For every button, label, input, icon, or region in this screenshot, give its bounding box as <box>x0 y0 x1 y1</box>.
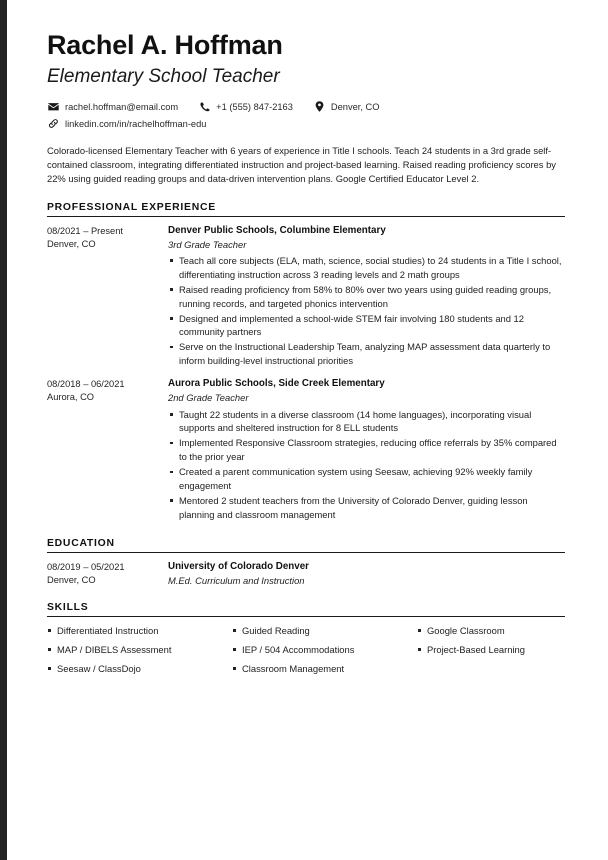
experience-dates: 08/2021 – Present <box>47 225 123 236</box>
location-pin-icon <box>313 101 326 113</box>
education-location: Denver, CO <box>47 574 96 585</box>
contact-phone-label: +1 (555) 847-2163 <box>216 101 293 112</box>
section-divider <box>47 216 565 217</box>
phone-icon <box>198 101 211 113</box>
education-degree: M.Ed. Curriculum and Instruction <box>168 574 305 586</box>
section-skills <box>47 602 565 681</box>
education-institution: University of Colorado Denver <box>168 560 309 572</box>
candidate-name: Rachel A. Hoffman <box>47 30 283 60</box>
experience-entry <box>47 224 565 370</box>
education-entry-meta <box>47 560 168 587</box>
page-left-gutter <box>0 0 7 860</box>
education-dates: 08/2019 – 05/2021 <box>47 561 125 572</box>
education-entry-body <box>168 560 565 587</box>
experience-entry-meta <box>47 377 168 404</box>
section-title-skills: SKILLS <box>47 602 89 614</box>
skill-item: Project-Based Learning <box>417 643 565 657</box>
skill-item: MAP / DIBELS Assessment <box>47 643 232 657</box>
experience-dates: 08/2018 – 06/2021 <box>47 379 125 390</box>
experience-bullet: Taught 22 students in a diverse classroom (14 home languages), incorporating visual supports and sheltered instruction for 8 ELL students <box>168 408 565 436</box>
skill-item: IEP / 504 Accommodations <box>232 643 417 657</box>
experience-bullet: Designed and implemented a school-wide STEM fair involving 180 students and 12 community partners <box>168 312 565 340</box>
experience-bullet: Created a parent communication system using Seesaw, achieving 92% weekly family engagement <box>168 465 565 493</box>
contact-linkedin-label: linkedin.com/in/rachelhoffman-edu <box>65 118 207 129</box>
contact-email-label: rachel.hoffman@email.com <box>65 101 179 112</box>
experience-bullet: Mentored 2 student teachers from the University of Colorado Denver, guiding lesson planning and classroom management <box>168 494 565 522</box>
skill-item: Google Classroom <box>417 624 565 638</box>
envelope-icon <box>47 101 60 113</box>
experience-role: 2nd Grade Teacher <box>168 392 249 404</box>
experience-bullet: Raised reading proficiency from 58% to 80% over two years using guided reading groups, running records, and targeted phonics intervention <box>168 283 565 311</box>
resume-content <box>47 0 565 682</box>
experience-organization: Denver Public Schools, Columbine Elementary <box>168 224 386 236</box>
contact-email[interactable] <box>47 101 178 113</box>
experience-bullet: Teach all core subjects (ELA, math, science, social studies) to 24 students in a Title I school, differentiating instruction across 3 reading levels and 2 math groups <box>168 254 565 282</box>
skill-item: Differentiated Instruction <box>47 624 232 638</box>
experience-entry-meta <box>47 224 168 251</box>
experience-bullet: Implemented Responsive Classroom strategies, reducing office referrals by 35% compared to the prior year <box>168 436 565 464</box>
experience-location: Aurora, CO <box>47 392 95 403</box>
experience-bullet-list <box>168 254 565 368</box>
skills-column <box>417 624 565 681</box>
experience-organization: Aurora Public Schools, Side Creek Elementary <box>168 378 385 390</box>
experience-role: 3rd Grade Teacher <box>168 238 247 250</box>
contact-linkedin[interactable] <box>47 118 206 130</box>
section-experience <box>47 202 565 523</box>
skills-grid <box>47 624 565 681</box>
experience-entry-body <box>168 377 565 523</box>
contact-location <box>313 101 380 113</box>
section-education <box>47 538 565 587</box>
section-title-education: EDUCATION <box>47 537 115 549</box>
skill-item: Guided Reading <box>232 624 417 638</box>
contact-line-secondary <box>47 118 565 130</box>
skill-item: Seesaw / ClassDojo <box>47 662 232 676</box>
experience-entry <box>47 377 565 523</box>
experience-bullet-list <box>168 408 565 522</box>
contact-block <box>47 101 565 130</box>
experience-location: Denver, CO <box>47 238 96 249</box>
section-divider <box>47 616 565 617</box>
link-icon <box>47 118 60 130</box>
contact-phone[interactable] <box>198 101 293 113</box>
experience-entry-body <box>168 224 565 370</box>
professional-summary: Colorado-licensed Elementary Teacher with 6 years of experience in Title I schools. Teach 24 students in a 3rd grade self-contained classroom, integrating differentiated instruction and project-based learning. Raised reading proficiency scores by 22% using guided reading groups and data-driven intervention plans. Google Certified Educator Level 2. <box>47 144 556 185</box>
resume-header <box>47 0 565 130</box>
skills-column <box>232 624 417 681</box>
section-divider <box>47 552 565 553</box>
skills-column <box>47 624 232 681</box>
candidate-headline: Elementary School Teacher <box>47 65 280 87</box>
contact-line-primary <box>47 101 565 113</box>
education-entry <box>47 560 565 587</box>
contact-location-label: Denver, CO <box>330 101 380 112</box>
section-title-experience: PROFESSIONAL EXPERIENCE <box>47 201 216 213</box>
skill-item: Classroom Management <box>232 662 417 676</box>
experience-bullet: Serve on the Instructional Leadership Team, analyzing MAP assessment data quarterly to inform building-level instructional priorities <box>168 340 565 368</box>
